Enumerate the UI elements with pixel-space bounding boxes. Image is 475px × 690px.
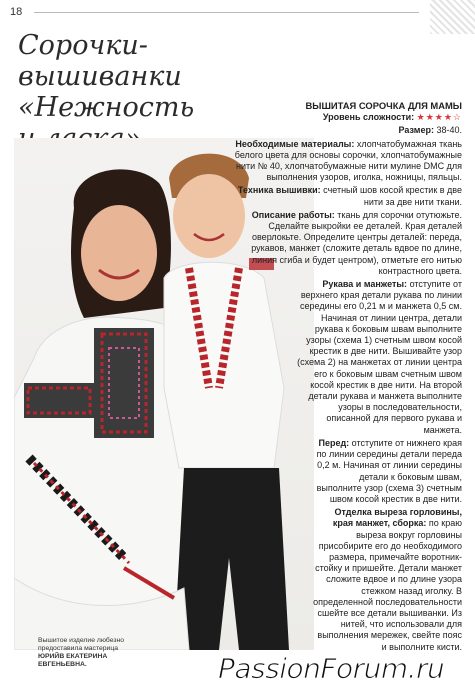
page-number: 18 [10, 6, 23, 18]
technique-text: счетный шов косой крестик в две нити за две нити ткани. [323, 185, 462, 207]
materials-text: хлопчатобумажная ткань белого цвета для основы сорочки, хлопчатобумажные нити № 40, хлопчатобумажные нити мулине DMC для выполнения узоров, иголка, ножницы, пяльцы. [234, 138, 462, 183]
front-paragraph [312, 438, 462, 505]
watermark: PassionForum.ru [218, 652, 445, 685]
size-value: 38-40. [436, 125, 462, 136]
caption-author-2: ЕВГЕНЬЕВНА. [38, 661, 87, 668]
article-text [232, 100, 462, 655]
corner-ornament [430, 0, 475, 34]
description-label: Описание работы: [251, 209, 335, 220]
top-rule [34, 12, 419, 13]
sleeves-label: Рукава и манжеты: [322, 279, 408, 290]
sleeves-text: отступите от верхнего края детали рукава по линии середины его 0,21 м и манжета 0,5 см. Начиная от линии центра, детали рукава к боковым швам выполните узоры (схема 1) счетным швом косой крестик в две нити. Вышивайте узор (схема 2) на манжетах от линии центра его к боковым швам счетным швом косой крестик в две нити. На второй детали рукава и манжета выполните узоры в последовательности, описанной для первого рукава и манжета. [297, 279, 462, 435]
caption-line-2: предоставила мастерица [38, 645, 119, 652]
front-label: Перед: [318, 437, 350, 448]
headline-line-3: «Нежность [18, 92, 195, 123]
article-title: ВЫШИТАЯ СОРОЧКА ДЛЯ МАМЫ [305, 100, 462, 111]
headline-line-1: Сорочки- [18, 30, 148, 61]
finish-text: по краю выреза вокруг горловины присобирите его до необходимого размера, примечайте воротник-стойку и пришейте. Детали манжет сложите вдвое и по длине узора стежком назад иголку. В определенной последовательности сшейте все детали вышиванки. Из нитей, что использовали для выполнения мережек, свейте пояс и выполните кисти. [313, 518, 462, 652]
difficulty-row [232, 112, 462, 123]
headline-line-2: вышиванки [18, 61, 182, 92]
sleeves-paragraph [292, 279, 462, 436]
materials-paragraph [232, 139, 462, 184]
headline [18, 30, 218, 154]
photo-caption [38, 637, 148, 669]
technique-paragraph [232, 185, 462, 207]
difficulty-stars: ★★★★☆ [416, 112, 462, 123]
caption-line-1: Вышитое изделие любезно [38, 637, 125, 644]
description-paragraph [232, 210, 462, 277]
size-row [232, 125, 462, 136]
caption-author: ЮРИЙВ ЕКАТЕРИНА [38, 653, 108, 660]
technique-label: Техника вышивки: [237, 185, 321, 196]
materials-label: Необходимые материалы: [235, 138, 355, 149]
description-text: ткань для сорочки отутюжьте. Сделайте выкройки ее деталей. Края деталей оверлокьте. Определите центры деталей: переда, рукавов, манжет (сложите деталь вдвое по длине, линия сгиба и будет центром), отметьте его нитью контрастного цвета. [251, 209, 462, 276]
finish-paragraph [312, 507, 462, 653]
finish-label: Отделка выреза горловины, края манжет, сборка: [332, 507, 462, 529]
difficulty-label: Уровень сложности: [322, 112, 415, 123]
size-label: Размер: [398, 125, 434, 136]
front-text: отступите от нижнего края по линии середины детали переда 0,2 м. Начиная от линии середины детали к боковым швам, выполните узор (схема 3) счетным швом косой крестик в две нити. [316, 437, 462, 504]
